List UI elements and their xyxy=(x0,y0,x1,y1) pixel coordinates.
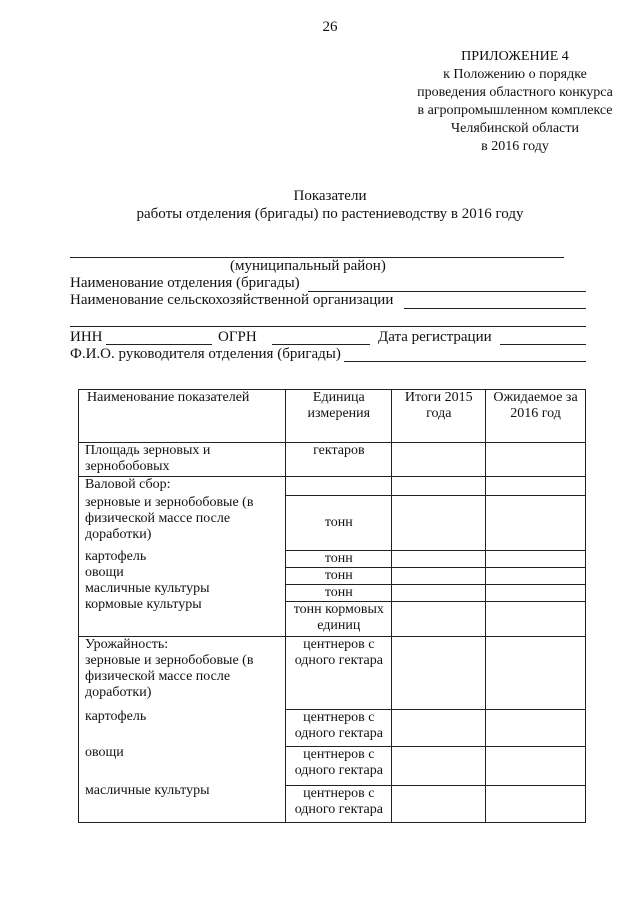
document-title: Показатели xyxy=(293,188,367,204)
department-name-label: Наименование отделения (бригады) xyxy=(70,275,300,291)
appendix-block xyxy=(370,48,640,156)
gross-heading: Валовой сбор: xyxy=(85,477,171,492)
yield-grain-2015-cell[interactable] xyxy=(392,637,485,709)
gross-heading-2016-cell[interactable] xyxy=(486,477,585,495)
table-row-yield xyxy=(79,637,586,823)
gross-potato-2015-cell[interactable] xyxy=(392,550,485,567)
gross-grain-label: зерновые и зернобобовые (в физической массе после доработки) xyxy=(85,495,254,542)
area-total-2015-cell[interactable] xyxy=(392,443,486,477)
yield-potato-2015-cell[interactable] xyxy=(392,709,485,746)
appendix-heading: ПРИЛОЖЕНИЕ 4 xyxy=(461,49,569,64)
gross-total-2015-column[interactable] xyxy=(392,477,486,637)
gross-grain-2016-cell[interactable] xyxy=(486,495,585,550)
header-indicator: Наименование показателей xyxy=(79,390,286,443)
gross-oilseeds-unit: тонн xyxy=(286,584,391,601)
appendix-line: в 2016 году xyxy=(481,139,549,154)
gross-vegetables-label: овощи xyxy=(85,565,124,580)
header-expected-2016: Ожидаемое за 2016 год xyxy=(486,390,586,443)
yield-oilseeds-unit: центнеров с одного гектара xyxy=(286,785,391,822)
yield-potato-unit: центнеров с одного гектара xyxy=(286,709,391,746)
manager-name-field[interactable] xyxy=(344,361,586,362)
gross-fodder-label: кормовые культуры xyxy=(85,597,202,612)
indicators-table xyxy=(78,389,586,823)
yield-units-column xyxy=(286,637,392,823)
document-subtitle: работы отделения (бригады) по растениеводству в 2016 году xyxy=(136,206,524,222)
organization-name-label: Наименование сельскохозяйственной организации xyxy=(70,292,394,308)
table-row-area xyxy=(79,443,586,477)
gross-harvest-labels xyxy=(79,477,286,637)
manager-name-label: Ф.И.О. руководителя отделения (бригады) xyxy=(70,346,341,362)
gross-units-column xyxy=(286,477,392,637)
table-header-row xyxy=(79,390,586,443)
table-row-gross-harvest xyxy=(79,477,586,637)
inn-label: ИНН xyxy=(70,329,103,345)
district-caption: (муниципальный район) xyxy=(230,258,386,274)
header-unit: Единица измерения xyxy=(286,390,392,443)
appendix-line: в агропромышленном комплексе xyxy=(417,103,613,118)
yield-vegetables-label: овощи xyxy=(85,745,124,760)
header-total-2015: Итоги 2015 года xyxy=(392,390,486,443)
gross-vegetables-2016-cell[interactable] xyxy=(486,567,585,584)
yield-oilseeds-2015-cell[interactable] xyxy=(392,785,485,822)
yield-oilseeds-2016-cell[interactable] xyxy=(486,785,585,822)
appendix-line: проведения областного конкурса xyxy=(417,85,613,100)
gross-heading-unit-cell xyxy=(286,477,391,495)
area-label: Площадь зерновых и зернобобовых xyxy=(79,443,286,477)
yield-vegetables-2016-cell[interactable] xyxy=(486,746,585,785)
organization-name-field[interactable] xyxy=(404,308,586,309)
appendix-line: Челябинской области xyxy=(451,121,579,136)
gross-grain-unit: тонн xyxy=(286,495,391,550)
gross-fodder-2016-cell[interactable] xyxy=(486,601,585,636)
area-expected-2016-cell[interactable] xyxy=(486,443,586,477)
yield-labels xyxy=(79,637,286,823)
gross-vegetables-2015-cell[interactable] xyxy=(392,567,485,584)
yield-grain-label: зерновые и зернобобовые (в физической массе после доработки) xyxy=(85,653,254,700)
yield-total-2015-column[interactable] xyxy=(392,637,486,823)
gross-potato-2016-cell[interactable] xyxy=(486,550,585,567)
gross-vegetables-unit: тонн xyxy=(286,567,391,584)
yield-vegetables-unit: центнеров с одного гектара xyxy=(286,746,391,785)
area-unit: гектаров xyxy=(286,443,392,477)
page-number: 26 xyxy=(322,19,338,35)
gross-potato-unit: тонн xyxy=(286,550,391,567)
inn-field[interactable] xyxy=(106,344,212,345)
ogrn-label: ОГРН xyxy=(218,329,257,345)
gross-grain-2015-cell[interactable] xyxy=(392,495,485,550)
gross-fodder-unit: тонн кормовых единиц xyxy=(286,601,391,636)
registration-date-label: Дата регистрации xyxy=(378,329,492,345)
gross-expected-2016-column[interactable] xyxy=(486,477,586,637)
gross-fodder-2015-cell[interactable] xyxy=(392,601,485,636)
yield-potato-2016-cell[interactable] xyxy=(486,709,585,746)
ogrn-field[interactable] xyxy=(272,344,370,345)
yield-expected-2016-column[interactable] xyxy=(486,637,586,823)
yield-potato-label: картофель xyxy=(85,709,147,724)
yield-oilseeds-label: масличные культуры xyxy=(85,783,210,798)
yield-grain-unit: центнеров с одного гектара xyxy=(294,637,383,668)
appendix-line: к Положению о порядке xyxy=(443,67,587,82)
organization-name-extra-line[interactable] xyxy=(70,326,586,327)
gross-potato-label: картофель xyxy=(85,549,147,564)
registration-date-field[interactable] xyxy=(500,344,586,345)
yield-grain-2016-cell[interactable] xyxy=(486,637,585,709)
yield-heading: Урожайность: xyxy=(85,637,169,652)
yield-vegetables-2015-cell[interactable] xyxy=(392,746,485,785)
gross-oilseeds-label: масличные культуры xyxy=(85,581,210,596)
gross-oilseeds-2016-cell[interactable] xyxy=(486,584,585,601)
gross-heading-2015-cell[interactable] xyxy=(392,477,485,495)
gross-oilseeds-2015-cell[interactable] xyxy=(392,584,485,601)
